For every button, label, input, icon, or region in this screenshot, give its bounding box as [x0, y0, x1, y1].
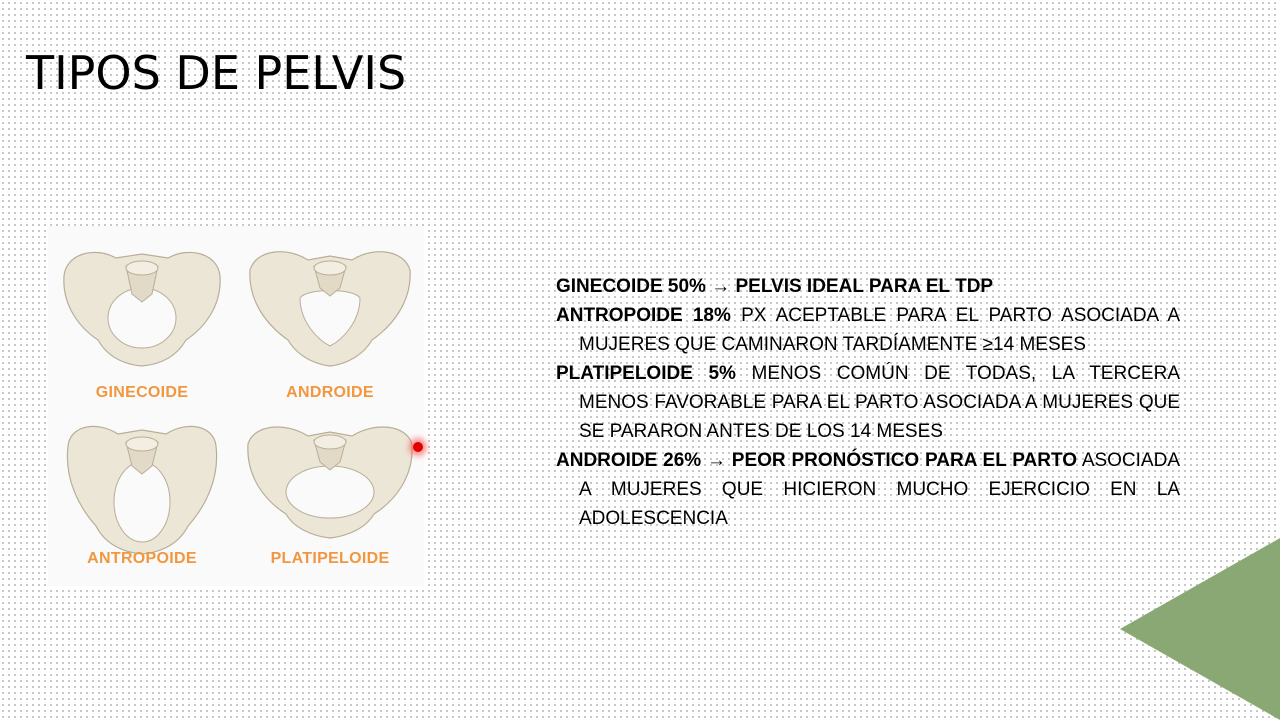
entry-ginecoide — [556, 272, 1180, 301]
pelvis-platipeloide — [236, 406, 424, 586]
entry-androide-heading: ANDROIDE 26% → PEOR PRONÓSTICO PARA EL PARTO — [556, 450, 1078, 471]
decorative-green-triangle — [1120, 538, 1280, 720]
entry-antropoide-heading: ANTROPOIDE 18% — [556, 305, 731, 326]
pelvis-label-androide: ANDROIDE — [286, 384, 374, 401]
pelvis-ginecoide-illustration — [54, 236, 230, 376]
pelvis-label-ginecoide: GINECOIDE — [95, 384, 189, 401]
pelvis-platipeloide-illustration — [242, 416, 418, 560]
entry-ginecoide-heading: GINECOIDE 50% → PELVIS IDEAL PARA EL TDP — [556, 276, 994, 297]
pelvis-label-platipeloide: PLATIPELOIDE — [270, 550, 390, 567]
pelvis-antropoide-illustration — [54, 416, 230, 560]
laser-pointer-dot — [413, 442, 423, 452]
entry-antropoide-text: PX ACEPTABLE PARA EL PARTO ASOCIADA A MUJERES QUE CAMINARON TARDÍAMENTE ≥14 MESES — [579, 305, 1180, 355]
pelvis-types-figure — [48, 226, 424, 586]
pelvis-ginecoide — [48, 226, 236, 406]
pelvis-label-antropoide: ANTROPOIDE — [87, 550, 197, 567]
entry-antropoide — [556, 301, 1180, 359]
entry-platipeloide — [556, 359, 1180, 446]
entry-platipeloide-text: MENOS COMÚN DE TODAS, LA TERCERA MENOS FAVORABLE PARA EL PARTO ASOCIADA A MUJERES QUE SE PARARON ANTES DE LOS 14 MESES — [579, 363, 1180, 442]
pelvis-androide-illustration — [242, 236, 418, 376]
entry-androide — [556, 446, 1180, 533]
pelvis-description-list — [556, 272, 1180, 533]
pelvis-antropoide — [48, 406, 236, 586]
entry-androide-text: ASOCIADA A MUJERES QUE HICIERON MUCHO EJERCICIO EN LA ADOLESCENCIA — [579, 450, 1181, 529]
slide-title: TIPOS DE PELVIS — [26, 46, 407, 100]
entry-platipeloide-heading: PLATIPELOIDE 5% — [556, 363, 736, 384]
pelvis-androide — [236, 226, 424, 406]
